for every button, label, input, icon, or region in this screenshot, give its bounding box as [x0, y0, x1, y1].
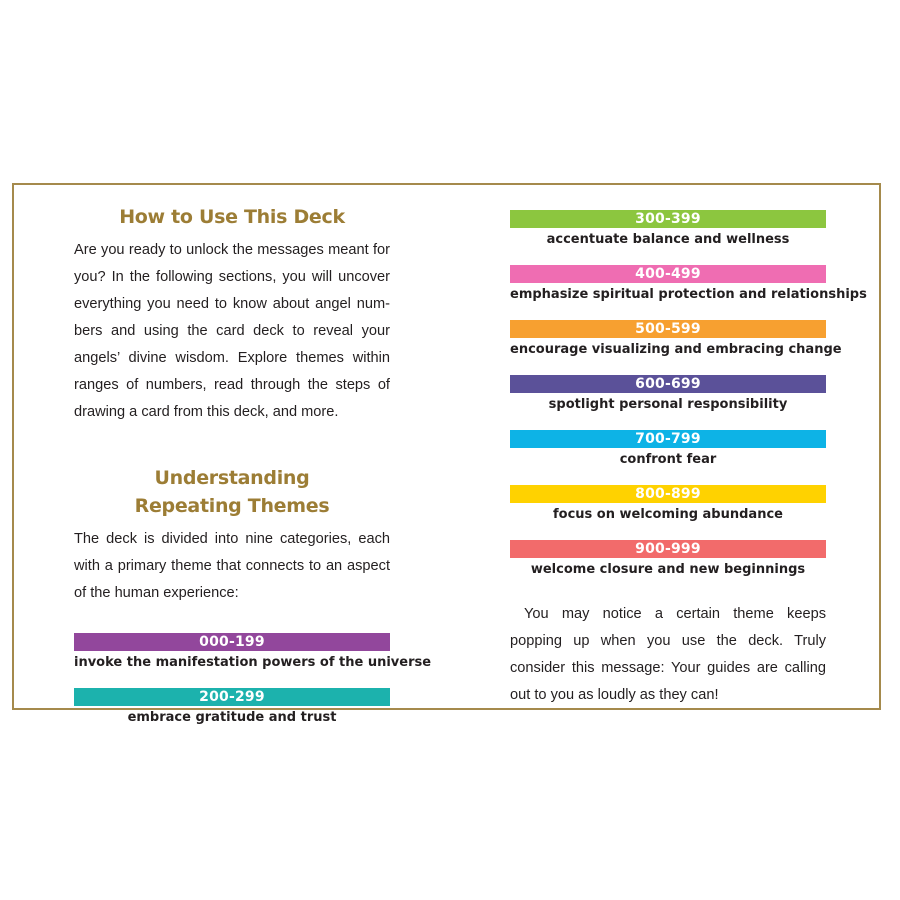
- heading-line-1: Understanding: [154, 467, 310, 489]
- theme-range-bar: 000-199: [74, 633, 390, 651]
- theme-item-000-199: [74, 633, 432, 688]
- theme-item-600-699: [510, 375, 826, 430]
- theme-description: embrace gratitude and trust: [127, 710, 337, 725]
- intro-paragraph: Are you ready to unlock the messages meant for you? In the following sections, you will uncover everything you need to know about angel numbers and using the card deck to reveal your angels’ divine wisdom. Explore themes within ranges of numbers, read through the steps of drawing a card from this deck, and more.: [74, 242, 390, 420]
- theme-range-bar: 500-599: [510, 320, 826, 338]
- theme-item-800-899: [510, 485, 826, 540]
- left-page: [74, 203, 432, 743]
- theme-range-bar: 200-299: [74, 688, 390, 706]
- theme-description: spotlight personal responsibility: [548, 397, 788, 412]
- theme-item-300-399: [510, 210, 826, 265]
- theme-description: accentuate balance and wellness: [546, 232, 790, 247]
- theme-description: focus on welcoming abundance: [553, 507, 783, 522]
- book-spread: [12, 183, 881, 725]
- theme-description: emphasize spiritual protection and relationships: [510, 287, 867, 302]
- theme-range-bar: 400-499: [510, 265, 826, 283]
- theme-item-900-999: [510, 540, 826, 595]
- categories-paragraph: The deck is divided into nine categories, each with a primary theme that connects to an aspect of the human experience:: [74, 531, 390, 601]
- theme-item-500-599: [510, 320, 842, 375]
- right-page: [510, 210, 867, 709]
- theme-list-left: [74, 633, 432, 743]
- heading-repeating-themes: [74, 464, 390, 520]
- theme-list-right: [510, 210, 867, 595]
- theme-description: welcome closure and new beginnings: [530, 562, 806, 577]
- theme-item-200-299: [74, 688, 390, 743]
- theme-description: invoke the manifestation powers of the universe: [74, 655, 432, 670]
- theme-range-bar: 600-699: [510, 375, 826, 393]
- theme-range-bar: 700-799: [510, 430, 826, 448]
- theme-item-400-499: [510, 265, 867, 320]
- theme-range-bar: 900-999: [510, 540, 826, 558]
- theme-description: encourage visualizing and embracing change: [510, 342, 842, 357]
- theme-description: confront fear: [619, 452, 717, 467]
- heading-how-to-use: How to Use This Deck: [119, 206, 345, 228]
- heading-line-2: Repeating Themes: [134, 495, 330, 517]
- closing-paragraph: You may notice a certain theme keeps popping up when you use the deck. Truly consider this message: Your guides are calling out to you as loudly as they can!: [510, 606, 826, 703]
- theme-range-bar: 300-399: [510, 210, 826, 228]
- theme-item-700-799: [510, 430, 826, 485]
- theme-range-bar: 800-899: [510, 485, 826, 503]
